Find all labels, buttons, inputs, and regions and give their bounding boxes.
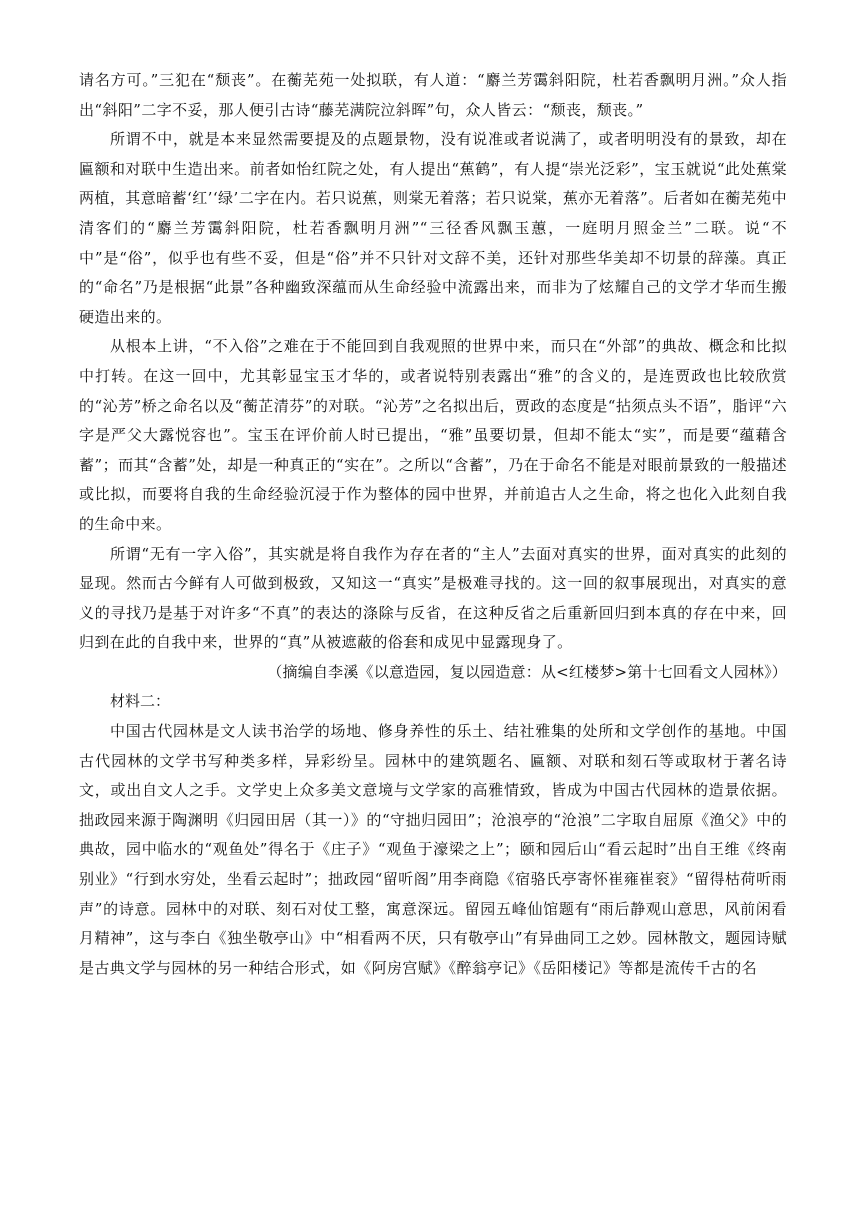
paragraph-buzhong: 所谓不中，就是本来显然需要提及的点题景物，没有说准或者说满了，或者明明没有的景致，却在匾额和对联中生造出来。前者如怡红院之处，有人提出“蕉鹤”，有人提“崇光泛彩”，宝玉就说“此处蕉棠两植，其意暗蓄‘红’‘绿’二字在内。若只说蕉，则棠无着落；若只说棠，蕉亦无着落”。后者如在蘅芜苑中清客们的“麝兰芳霭斜阳院，杜若香飘明月洲”“三径香风飘玉蕙，一庭明月照金兰”二联。说“不中”是“俗”，似乎也有些不妥，但是“俗”并不只针对文辞不美，还针对那些华美却不切景的辞藻。真正的“命名”乃是根据“此景”各种幽致深蕴而从生命经验中流露出来，而非为了炫耀自己的文学才华而生搬硬造出来的。 — [79, 130, 787, 326]
document-page — [79, 66, 787, 983]
material-two-heading: 材料二： — [110, 692, 171, 711]
paragraph-bu-ru-su: 从根本上讲，“不入俗”之难在于不能回到自我观照的世界中来，而只在“外部”的典故、概念和比拟中打转。在这一回中，尤其彰显宝玉才华的，或者说特别表露出“雅”的含义的，是连贾政也比较欣赏的“沁芳”桥之命名以及“蘅芷清芬”的对联。“沁芳”之名拟出后，贾政的态度是“拈须点头不语”，脂评“六字是严父大露悦容也”。宝玉在评价前人时已提出，“雅”虽要切景，但却不能太“实”，而是要“蕴藉含蓄”；而其“含蓄”处，却是一种真正的“实在”。之所以“含蓄”，乃在于命名不能是对眼前景致的一般描述或比拟，而要将自我的生命经验沉浸于作为整体的园中世界，并前追古人之生命，将之也化入此刻自我的生命中来。 — [79, 337, 787, 533]
paragraph-wu-you-yi-zi: 所谓“无有一字入俗”，其实就是将自我作为存在者的“主人”去面对真实的世界，面对真实的此刻的显现。然而古今鲜有人可做到极致，又知这一“真实”是极难寻找的。这一回的叙事展现出，对真实的意义的寻找乃是基于对许多“不真”的表达的涤除与反省，在这种反省之后重新回归到本真的存在中来，回归到在此的自我中来，世界的“真”从被遮蔽的俗套和成见中显露现身了。 — [79, 544, 787, 652]
source-citation: （摘编自李溪《以意造园，复以园造意：从<红楼梦>第十七回看文人园林》） — [267, 662, 787, 681]
paragraph-continuation: 请名方可。”三犯在“颓丧”。在蘅芜苑一处拟联，有人道：“麝兰芳霭斜阳院，杜若香飘明月洲。”众人指出“斜阳”二字不妥，那人便引古诗“藤芜满院泣斜晖”句，众人皆云：“颓丧，颓丧。” — [79, 71, 787, 119]
material-two-paragraph: 中国古代园林是文人读书治学的场地、修身养性的乐土、结社雅集的处所和文学创作的基地。中国古代园林的文学书写种类多样，异彩纷呈。园林中的建筑题名、匾额、对联和刻石等或取材于著名诗文，或出自文人之手。文学史上众多美文意境与文学家的高雅情致，皆成为中国古代园林的造景依据。拙政园来源于陶渊明《归园田居（其一）》的“守拙归园田”；沧浪亭的“沧浪”二字取自屈原《渔父》中的典故，园中临水的“观鱼处”得名于《庄子》“观鱼于濠梁之上”；颐和园后山“看云起时”出自王维《终南别业》“行到水穷处，坐看云起时”；拙政园“留听阁”用李商隐《宿骆氏亭寄怀崔雍崔衮》“留得枯荷听雨声”的诗意。园林中的对联、刻石对仗工整，寓意深远。留园五峰仙馆题有“雨后静观山意思，风前闲看月精神”，这与李白《独坐敬亭山》中“相看两不厌，只有敬亭山”有异曲同工之妙。园林散文，题园诗赋是古典文学与园林的另一种结合形式，如《阿房宫赋》《醉翁亭记》《岳阳楼记》等都是流传千古的名 — [79, 722, 787, 977]
